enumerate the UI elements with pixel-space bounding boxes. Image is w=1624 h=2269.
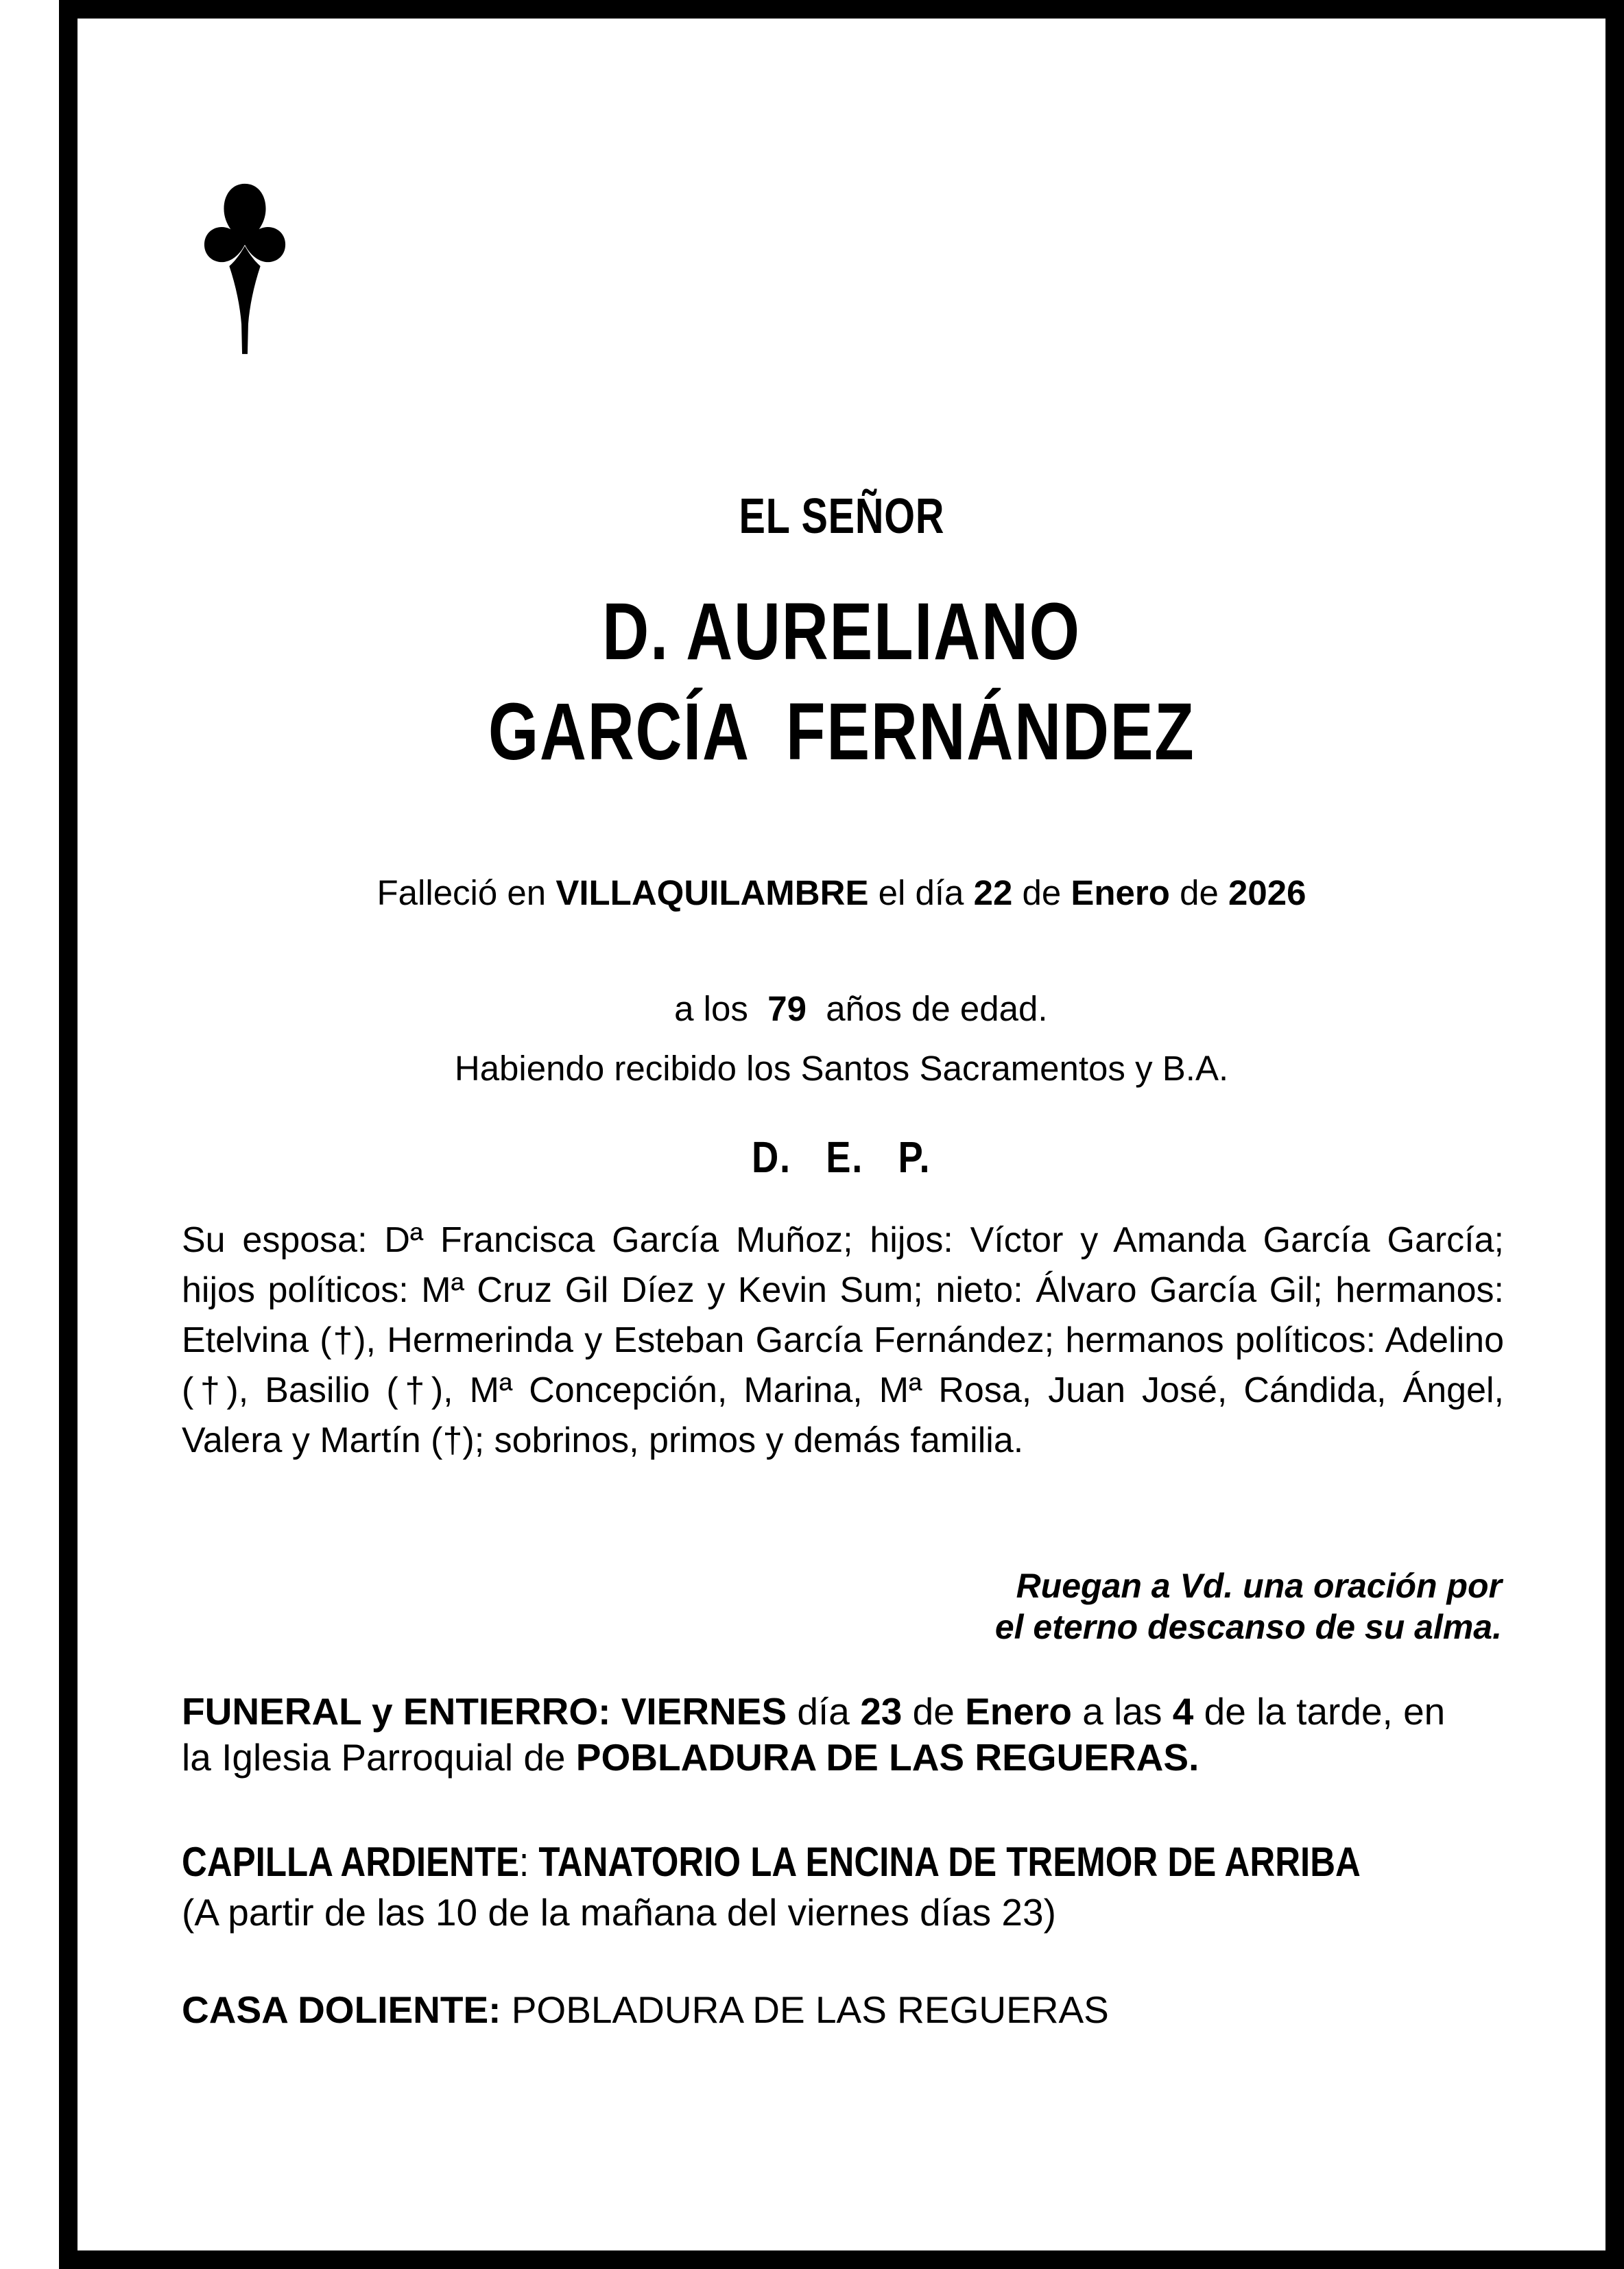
age-text: a los — [674, 989, 768, 1028]
death-month: Enero — [1071, 873, 1170, 912]
death-text: Falleció en — [377, 873, 556, 912]
chapel-heading-row — [182, 1838, 1361, 1886]
death-place: VILLAQUILAMBRE — [556, 873, 869, 912]
chapel-colon: : — [519, 1839, 539, 1885]
death-year: 2026 — [1228, 873, 1306, 912]
funeral-text: día — [787, 1690, 861, 1733]
dep-text: D. E. P. — [752, 1132, 931, 1182]
family-paragraph: Su esposa: Dª Francisca García Muñoz; hijos: Víctor y Amanda García García; hijos políticos: Mª Cruz Gil Díez y Kevin Sum; nieto: Álvaro García Gil; hermanos: Etelvina (†), Hermerinda y Esteban García Fernández; hermanos políticos: Adelino (†), Basilio (†), Mª Concepción, Marina, Mª Rosa, Juan José, Cándida, Ángel, Valera y Martín (†); sobrinos, primos y demás familia. — [182, 1220, 1504, 1460]
prayer-line2: el eterno descanso de su alma. — [994, 1608, 1502, 1646]
chapel-heading: CAPILLA ARDIENTE — [182, 1839, 520, 1885]
honorific-text: EL SEÑOR — [739, 489, 944, 544]
death-day: 22 — [973, 873, 1013, 912]
funeral-month: Enero — [965, 1690, 1072, 1733]
death-details-line — [77, 872, 1606, 913]
mourning-house-place: POBLADURA DE LAS REGUERAS — [501, 1988, 1109, 2031]
funeral-text: de — [902, 1690, 966, 1733]
deceased-name — [77, 582, 1606, 782]
chapel-schedule: (A partir de las 10 de la mañana del viernes días 23) — [182, 1891, 1056, 1934]
age-value: 79 — [767, 989, 807, 1028]
chapel-place: TANATORIO LA ENCINA DE TREMOR DE ARRIBA — [538, 1839, 1361, 1885]
death-text: el día — [868, 873, 974, 912]
funeral-text: a las — [1072, 1690, 1173, 1733]
funeral-heading: FUNERAL y ENTIERRO: VIERNES — [182, 1690, 787, 1733]
prayer-line1: Ruegan a Vd. una oración por — [1016, 1567, 1502, 1605]
dep-line — [77, 1132, 1606, 1183]
deceased-name-line2: GARCÍA FERNÁNDEZ — [488, 687, 1195, 777]
honorific-heading — [77, 488, 1606, 545]
death-text: de — [1169, 873, 1229, 912]
funeral-hour: 4 — [1172, 1690, 1194, 1733]
death-text: de — [1012, 873, 1071, 912]
funeral-section — [182, 1689, 1504, 1781]
cross-icon — [200, 180, 290, 358]
chapel-line1 — [182, 1838, 1504, 1886]
prayer-text — [542, 1565, 1502, 1648]
funeral-line1 — [182, 1689, 1504, 1735]
funeral-day: 23 — [860, 1690, 903, 1733]
funeral-text: la Iglesia Parroquial de — [182, 1736, 576, 1779]
funeral-text: de la tarde, en — [1193, 1690, 1446, 1733]
funeral-church-place: POBLADURA DE LAS REGUERAS. — [575, 1736, 1199, 1779]
mourning-house-line — [182, 1988, 1504, 2032]
age-text: años de edad. — [806, 989, 1048, 1028]
sacraments-line: Habiendo recibido los Santos Sacramentos y B.A. — [454, 1049, 1229, 1088]
funeral-line2 — [182, 1735, 1504, 1781]
deceased-name-line1: D. AURELIANO — [602, 586, 1081, 677]
mourning-house-heading: CASA DOLIENTE: — [182, 1988, 501, 2031]
